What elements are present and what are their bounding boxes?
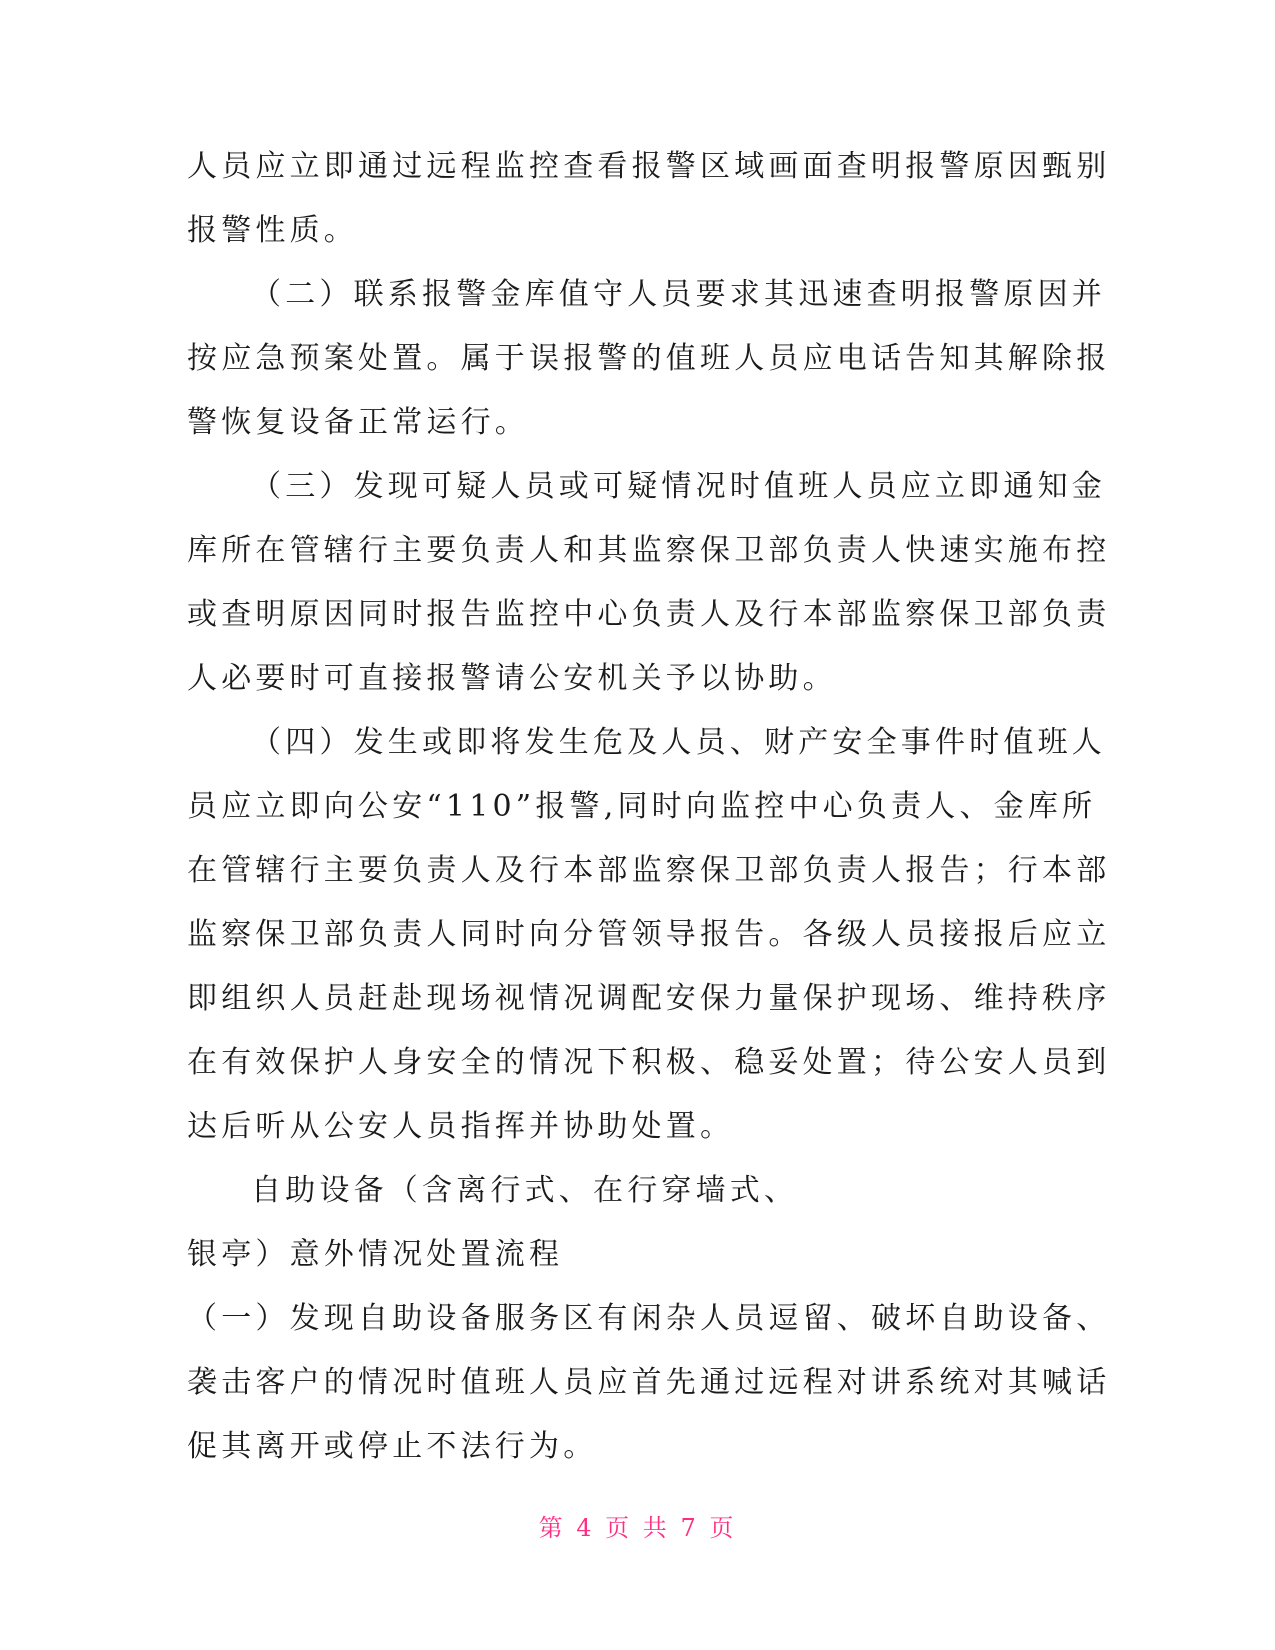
paragraph-line: （三）发现可疑人员或可疑情况时值班人员应立即通知金 [251, 469, 1106, 504]
paragraph-line: 促其离开或停止不法行为。 [187, 1429, 598, 1464]
paragraph-line: 袭击客户的情况时值班人员应首先通过远程对讲系统对其喊话 [187, 1365, 1111, 1400]
paragraph-line: 人必要时可直接报警请公安机关予以协助。 [187, 661, 837, 696]
paragraph-line: （一）发现自助设备服务区有闲杂人员逗留、破坏自助设备、 [187, 1301, 1111, 1336]
paragraph-line: 人员应立即通过远程监控查看报警区域画面查明报警原因甄别 [187, 149, 1111, 184]
section-heading-line: 自助设备（含离行式、在行穿墙式、 [251, 1173, 799, 1208]
paragraph-line: 在有效保护人身安全的情况下积极、稳妥处置；待公安人员到 [187, 1045, 1111, 1080]
paragraph-line: （四）发生或即将发生危及人员、财产安全事件时值班人 [251, 725, 1106, 760]
page-number-text: 第 4 页 共 7 页 [538, 1514, 737, 1542]
paragraph-line: 警恢复设备正常运行。 [187, 405, 529, 440]
paragraph-line: 或查明原因同时报告监控中心负责人及行本部监察保卫部负责 [187, 597, 1111, 632]
paragraph-line: 按应急预案处置。属于误报警的值班人员应电话告知其解除报 [187, 341, 1111, 376]
section-heading-line: 银亭）意外情况处置流程 [187, 1237, 564, 1272]
paragraph-line: （二）联系报警金库值守人员要求其迅速查明报警原因并 [251, 277, 1106, 312]
paragraph-line: 库所在管辖行主要负责人和其监察保卫部负责人快速实施布控 [187, 533, 1111, 568]
paragraph-line: 员应立即向公安“110”报警,同时向监控中心负责人、金库所 [187, 789, 1097, 824]
paragraph-line: 在管辖行主要负责人及行本部监察保卫部负责人报告；行本部 [187, 853, 1111, 888]
paragraph-line: 即组织人员赶赴现场视情况调配安保力量保护现场、维持秩序 [187, 981, 1111, 1016]
paragraph-line: 报警性质。 [187, 213, 358, 248]
paragraph-line: 达后听从公安人员指挥并协助处置。 [187, 1109, 735, 1144]
document-body [187, 135, 1111, 1479]
page-number-footer [0, 1508, 1275, 1543]
paragraph-line: 监察保卫部负责人同时向分管领导报告。各级人员接报后应立 [187, 917, 1111, 952]
